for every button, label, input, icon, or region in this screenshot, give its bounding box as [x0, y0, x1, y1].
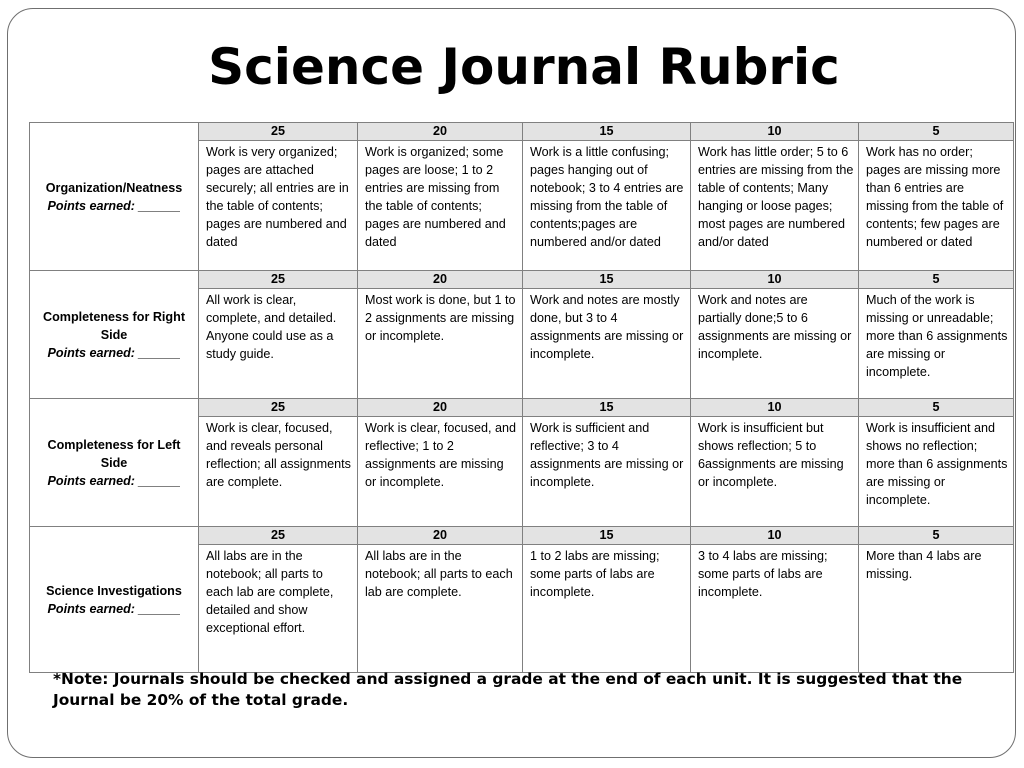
category-name: Organization/Neatness — [45, 180, 183, 195]
criteria-description: Work is insufficient but shows reflection; 5 to 6assignments are missing or incomplete. — [691, 417, 859, 527]
score-row — [30, 399, 1014, 417]
score-header: 15 — [523, 123, 691, 141]
criteria-description: Work is sufficient and reflective; 3 to 4 assignments are missing or incomplete. — [523, 417, 691, 527]
score-header: 5 — [859, 123, 1014, 141]
score-header: 5 — [859, 399, 1014, 417]
points-earned-label: Points earned: ______ — [47, 473, 181, 488]
score-header: 5 — [859, 527, 1014, 545]
points-earned-label: Points earned: ______ — [47, 198, 181, 213]
criteria-description: Much of the work is missing or unreadable; more than 6 assignments are missing or incomplete. — [859, 289, 1014, 399]
score-header: 25 — [199, 271, 358, 289]
score-header: 25 — [199, 123, 358, 141]
category-name: Completeness for Right Side — [42, 309, 186, 342]
criteria-description: Work is very organized; pages are attached securely; all entries are in the table of contents; pages are numbered and dated — [199, 141, 358, 271]
score-header: 10 — [691, 271, 859, 289]
score-header: 10 — [691, 527, 859, 545]
score-header: 20 — [358, 399, 523, 417]
criteria-description: Work is organized; some pages are loose; 1 to 2 entries are missing from the table of contents; pages are numbered and dated — [358, 141, 523, 271]
grading-note: *Note: Journals should be checked and assigned a grade at the end of each unit. It is suggested that the Journal be 20% of the total grade. — [53, 670, 963, 709]
category-cell — [30, 123, 199, 271]
points-earned-label: Points earned: ______ — [47, 601, 181, 616]
score-header: 10 — [691, 123, 859, 141]
score-header: 20 — [358, 527, 523, 545]
category-name: Science Investigations — [46, 583, 182, 598]
criteria-description: Work is a little confusing; pages hanging out of notebook; 3 to 4 entries are missing from the table of contents;pages are numbered and/or dated — [523, 141, 691, 271]
score-row — [30, 527, 1014, 545]
page-title: Science Journal Rubric — [208, 38, 840, 96]
criteria-description: 1 to 2 labs are missing; some parts of labs are incomplete. — [523, 545, 691, 673]
category-name: Completeness for Left Side — [47, 437, 181, 470]
score-header: 10 — [691, 399, 859, 417]
score-header: 15 — [523, 527, 691, 545]
rubric-table — [29, 122, 1014, 673]
score-row — [30, 271, 1014, 289]
rubric-body — [30, 123, 1014, 673]
category-cell — [30, 271, 199, 399]
criteria-description: All labs are in the notebook; all parts to each lab are complete, detailed and show exceptional effort. — [199, 545, 358, 673]
criteria-description: All work is clear, complete, and detailed. Anyone could use as a study guide. — [199, 289, 358, 399]
points-earned-label: Points earned: ______ — [47, 345, 181, 360]
score-header: 25 — [199, 399, 358, 417]
score-header: 20 — [358, 271, 523, 289]
criteria-description: All labs are in the notebook; all parts to each lab are complete. — [358, 545, 523, 673]
criteria-description: Work is insufficient and shows no reflection; more than 6 assignments are missing or incomplete. — [859, 417, 1014, 527]
criteria-description: Work has no order; pages are missing more than 6 entries are missing from the table of contents; few pages are numbered or dated — [859, 141, 1014, 271]
score-header: 15 — [523, 271, 691, 289]
criteria-description: Work and notes are partially done;5 to 6 assignments are missing or incomplete. — [691, 289, 859, 399]
score-header: 20 — [358, 123, 523, 141]
score-row — [30, 123, 1014, 141]
criteria-description: Work has little order; 5 to 6 entries are missing from the table of contents; Many hanging or loose pages; most pages are numbered and/or dated — [691, 141, 859, 271]
criteria-description: Work and notes are mostly done, but 3 to 4 assignments are missing or incomplete. — [523, 289, 691, 399]
score-header: 5 — [859, 271, 1014, 289]
criteria-description: Work is clear, focused, and reveals personal reflection; all assignments are complete. — [199, 417, 358, 527]
criteria-description: 3 to 4 labs are missing; some parts of labs are incomplete. — [691, 545, 859, 673]
score-header: 15 — [523, 399, 691, 417]
criteria-description: Work is clear, focused, and reflective; 1 to 2 assignments are missing or incomplete. — [358, 417, 523, 527]
criteria-description: Most work is done, but 1 to 2 assignments are missing or incomplete. — [358, 289, 523, 399]
category-cell — [30, 399, 199, 527]
criteria-description: More than 4 labs are missing. — [859, 545, 1014, 673]
category-cell — [30, 527, 199, 673]
score-header: 25 — [199, 527, 358, 545]
